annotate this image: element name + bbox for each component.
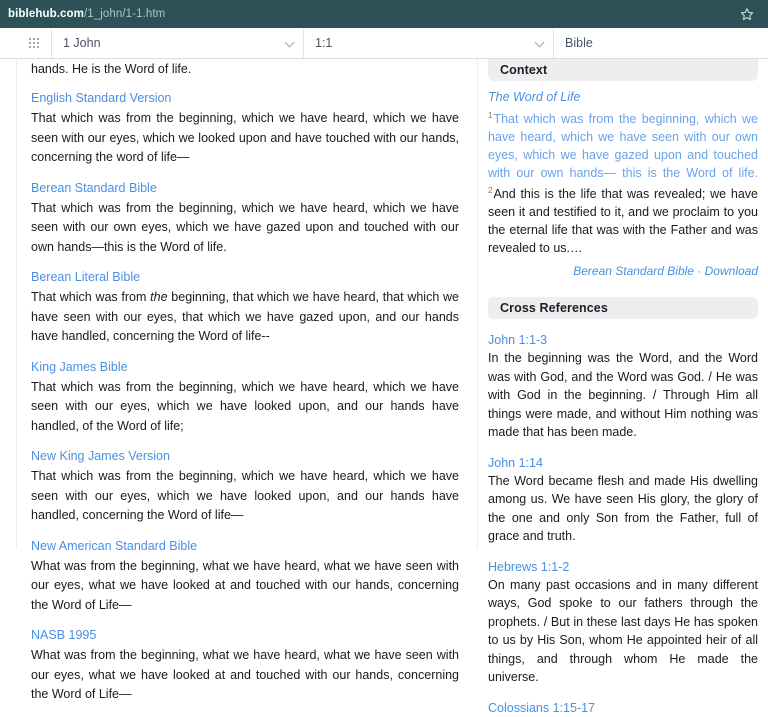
chevron-down-icon	[535, 38, 545, 48]
version-verse-text	[31, 557, 459, 616]
cross-reference-text: The Word became flesh and made His dwelling among us. We have seen His glory, the glory of the one and only Son from the Father, full of grace and truth.	[488, 473, 758, 544]
verse-number: 1	[488, 111, 493, 120]
cross-references-heading: Cross References	[488, 297, 758, 319]
verse-text-run: That which was from the beginning, which we have heard, which we have seen with our own eyes, which we have gazed upon and touched with our own hands—this is the Word of life.	[31, 200, 459, 254]
version-verse-text	[31, 109, 459, 168]
verse-number: 2	[488, 186, 493, 196]
apps-grid-icon[interactable]	[17, 28, 51, 58]
version-title-link[interactable]: Berean Standard Bible	[31, 180, 157, 195]
verse-text-run: That which was from the beginning, which we have heard, which we have seen with our eyes, which we have looked upon, and our hands have handled, concerning the Word of life—	[31, 469, 459, 522]
version-title-link[interactable]: King James Bible	[31, 359, 128, 374]
page-body	[0, 59, 768, 715]
verse-text-run: What was from the beginning, what we have heard, what we have seen with our eyes, what we have looked at and touched with our hands, concerning the Word of Life—	[31, 648, 459, 701]
verse-text-run: That which was from the beginning, which we have heard, which we have seen with our eyes, which we looked upon and have touched with our hands, concerning the word of life—	[31, 111, 459, 164]
verse-text-run: That which was from the beginning, which we have heard, which we have seen with our eyes, which we have looked upon, and our hands have handled, of the Word of life;	[31, 379, 459, 433]
cross-reference-link[interactable]: Hebrews 1:1-2	[488, 559, 570, 574]
cross-reference-link[interactable]: Colossians 1:15-17	[488, 700, 596, 715]
version-title-link[interactable]: New King James Version	[31, 449, 170, 463]
version-list	[31, 89, 459, 705]
book-select[interactable]	[51, 28, 303, 58]
url-path: /1_john/1-1.htm	[83, 8, 166, 20]
version-title-link[interactable]: English Standard Version	[31, 91, 172, 105]
book-select-value: 1 John	[63, 36, 101, 50]
reference-select[interactable]	[303, 28, 553, 58]
grid-dots-icon	[29, 38, 39, 48]
page-toolbar	[0, 28, 768, 59]
continued-text-line: hands. He is the Word of life.	[31, 62, 192, 76]
version-verse-text	[31, 467, 459, 526]
version-select[interactable]	[553, 28, 768, 58]
browser-url-bar[interactable]	[0, 0, 768, 28]
chevron-down-icon	[285, 38, 295, 48]
verse-text-run: beginning, that which we have heard, that which we have seen with our eyes, that which we have gazed upon, and our hands have handled, concerning the Word of life--	[31, 290, 459, 343]
version-select-value: Bible	[565, 36, 593, 50]
cross-reference-text: On many past occasions and in many different ways, God spoke to our fathers through the prophets. / But in these last days He has spoken to us by His Son, whom He appointed heir of all things, and through whom He made the universe.	[488, 577, 758, 685]
cross-reference-link[interactable]: John 1:1-3	[488, 333, 548, 348]
context-verses	[488, 107, 758, 257]
version-verse-text	[31, 646, 459, 705]
version-verse-text	[31, 288, 459, 347]
context-verse-highlighted: That which was from the beginning, which we have heard, which we have seen with our own eyes, which we have gazed upon and touched with our own hands— this is the Word of life.	[488, 112, 758, 181]
context-verse: And this is the life that was revealed; we have seen it and testified to it, and we proclaim to you the eternal life that was with the Father and was revealed to us.…	[488, 187, 758, 256]
bookmark-star-icon[interactable]	[736, 3, 758, 25]
context-passage-title[interactable]: The Word of Life	[488, 90, 581, 104]
url-host: biblehub.com	[8, 8, 84, 20]
verse-text-run: That which was from	[31, 290, 151, 304]
left-gutter	[0, 59, 17, 549]
cross-reference-list	[488, 331, 758, 717]
sidebar-column	[478, 59, 768, 715]
context-panel-heading: Context	[488, 59, 758, 81]
version-title-link[interactable]: Berean Literal Bible	[31, 270, 141, 284]
version-verse-text	[31, 378, 459, 437]
version-title-link[interactable]: NASB 1995	[31, 628, 97, 642]
emphasis-word: the	[150, 290, 168, 304]
verse-text-run: What was from the beginning, what we have heard, what we have seen with our eyes, what we have looked at and touched with our hands, concerning the Word of Life—	[31, 558, 459, 612]
translations-column	[17, 59, 478, 701]
context-credit[interactable]: Berean Standard Bible · Download	[573, 264, 758, 279]
version-verse-text	[31, 199, 459, 258]
reference-select-value: 1:1	[315, 36, 333, 50]
url-text[interactable]	[8, 0, 736, 28]
cross-reference-text: In the beginning was the Word, and the Word was with God, and the Word was God. / He was with God in the beginning. / Through Him all things were made, and without Him nothing was made that has been made.	[488, 351, 758, 440]
cross-reference-link[interactable]: John 1:14	[488, 455, 543, 470]
version-title-link[interactable]: New American Standard Bible	[31, 538, 198, 553]
